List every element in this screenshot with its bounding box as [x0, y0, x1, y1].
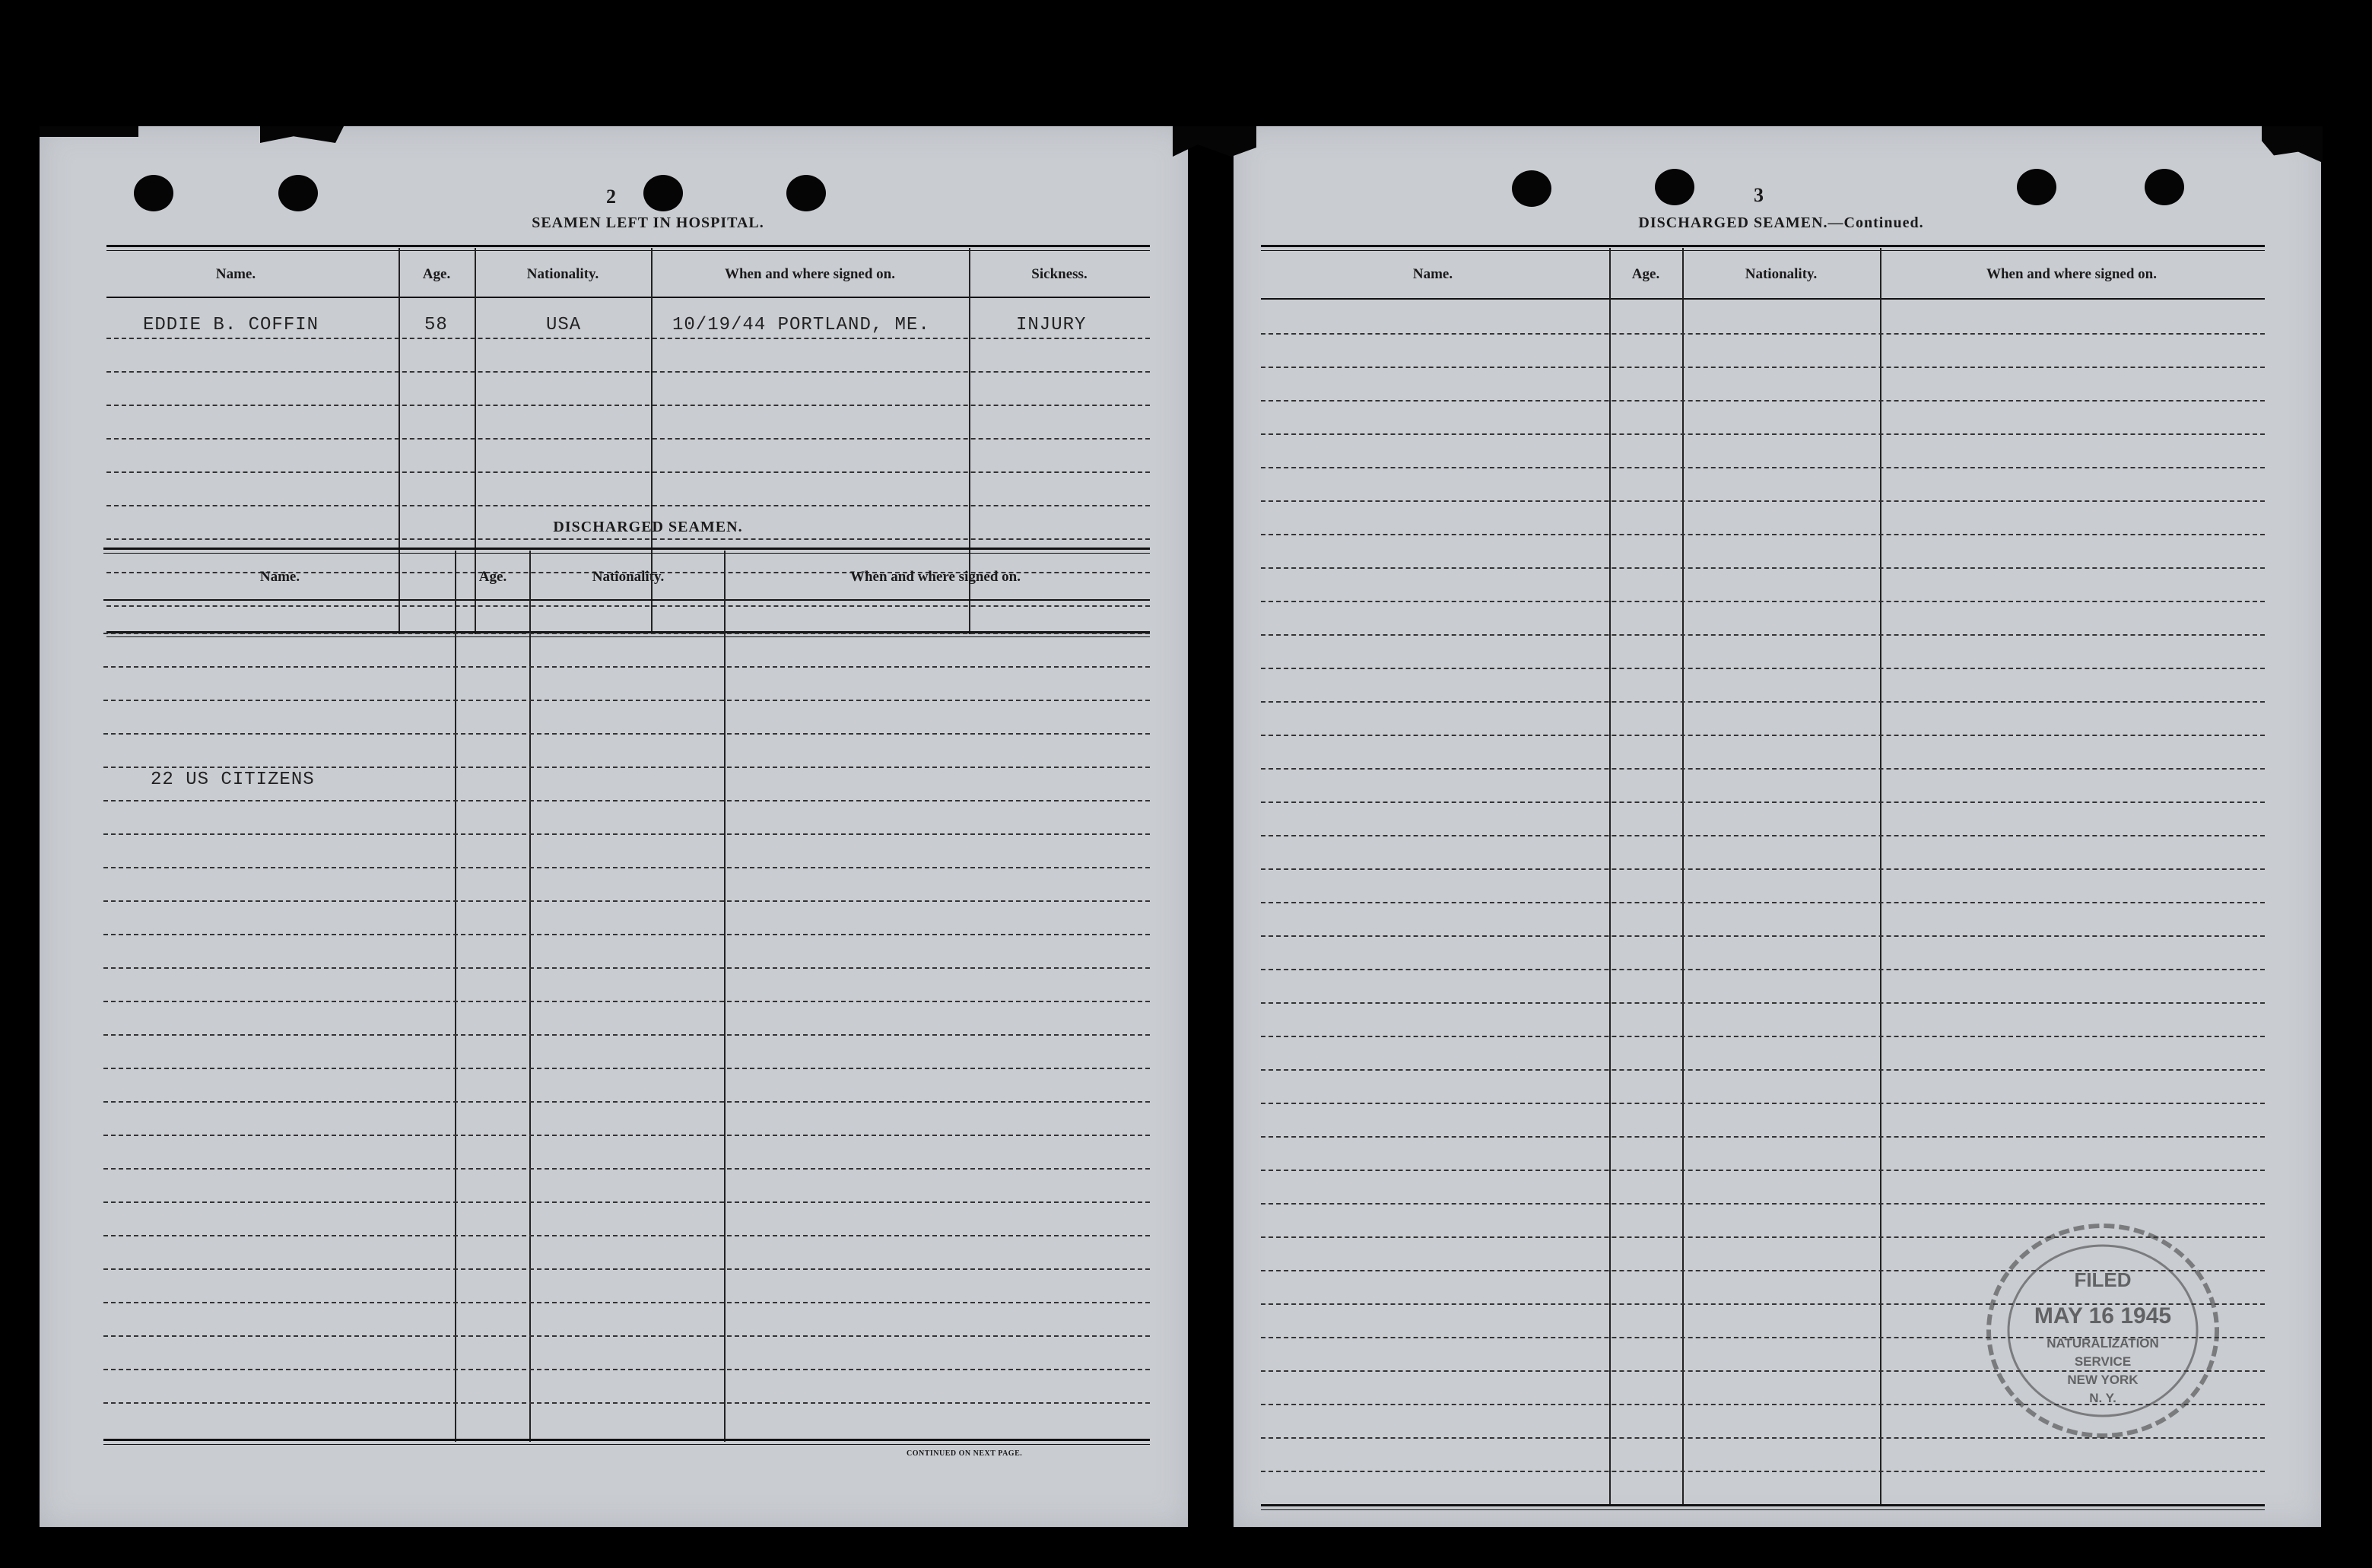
- naturalization-stamp: [1977, 1217, 2228, 1445]
- discharged-table: [103, 548, 1150, 1503]
- stamp-line4: SERVICE: [2074, 1354, 2132, 1369]
- header-nationality: Nationality.: [592, 569, 665, 585]
- header-sickness: Sickness.: [1031, 266, 1088, 282]
- header-age: Age.: [1631, 266, 1660, 282]
- punch-hole: [2145, 169, 2184, 205]
- header-nationality: Nationality.: [526, 266, 599, 282]
- header-age: Age.: [478, 569, 507, 585]
- punch-hole: [643, 175, 683, 211]
- continued-note: CONTINUED ON NEXT PAGE.: [907, 1449, 1023, 1458]
- hospital-row-sickness: INJURY: [1016, 315, 1087, 335]
- stamp-line3: NATURALIZATION: [2047, 1336, 2159, 1351]
- hospital-row-name: EDDIE B. COFFIN: [143, 315, 319, 335]
- discharged-section-title: DISCHARGED SEAMEN.: [553, 519, 743, 535]
- punch-hole: [1655, 169, 1694, 205]
- header-name: Name.: [259, 569, 300, 585]
- punch-hole: [786, 175, 826, 211]
- torn-edge: [260, 126, 344, 143]
- punch-hole: [1512, 170, 1551, 207]
- discharged-count-note: 22 US CITIZENS: [151, 770, 315, 790]
- hospital-row-signed-on: 10/19/44 PORTLAND, ME.: [672, 315, 930, 335]
- hospital-row-age: 58: [424, 315, 448, 335]
- torn-edge: [2262, 126, 2323, 163]
- hospital-row-nationality: USA: [546, 315, 582, 335]
- left-page: [40, 126, 1188, 1527]
- header-name: Name.: [1412, 266, 1453, 282]
- stamp-filed: FILED: [2074, 1268, 2132, 1291]
- page-number: 3: [1754, 184, 1764, 206]
- header-signed-on: When and where signed on.: [724, 266, 896, 282]
- header-signed-on: When and where signed on.: [1986, 266, 2158, 282]
- header-signed-on: When and where signed on.: [849, 569, 1021, 585]
- header-name: Name.: [215, 266, 256, 282]
- stamp-line5: NEW YORK: [2067, 1373, 2139, 1387]
- torn-edge: [40, 126, 138, 137]
- header-nationality: Nationality.: [1745, 266, 1818, 282]
- stamp-date: MAY 16 1945: [2034, 1303, 2172, 1328]
- punch-hole: [134, 175, 173, 211]
- punch-hole: [278, 175, 318, 211]
- hospital-section-title: SEAMEN LEFT IN HOSPITAL.: [532, 214, 764, 231]
- punch-hole: [2017, 169, 2056, 205]
- page-number: 2: [606, 186, 616, 208]
- discharged-continued-title: DISCHARGED SEAMEN.—Continued.: [1638, 214, 1924, 231]
- stamp-line6: N. Y.: [2089, 1391, 2116, 1405]
- header-age: Age.: [422, 266, 451, 282]
